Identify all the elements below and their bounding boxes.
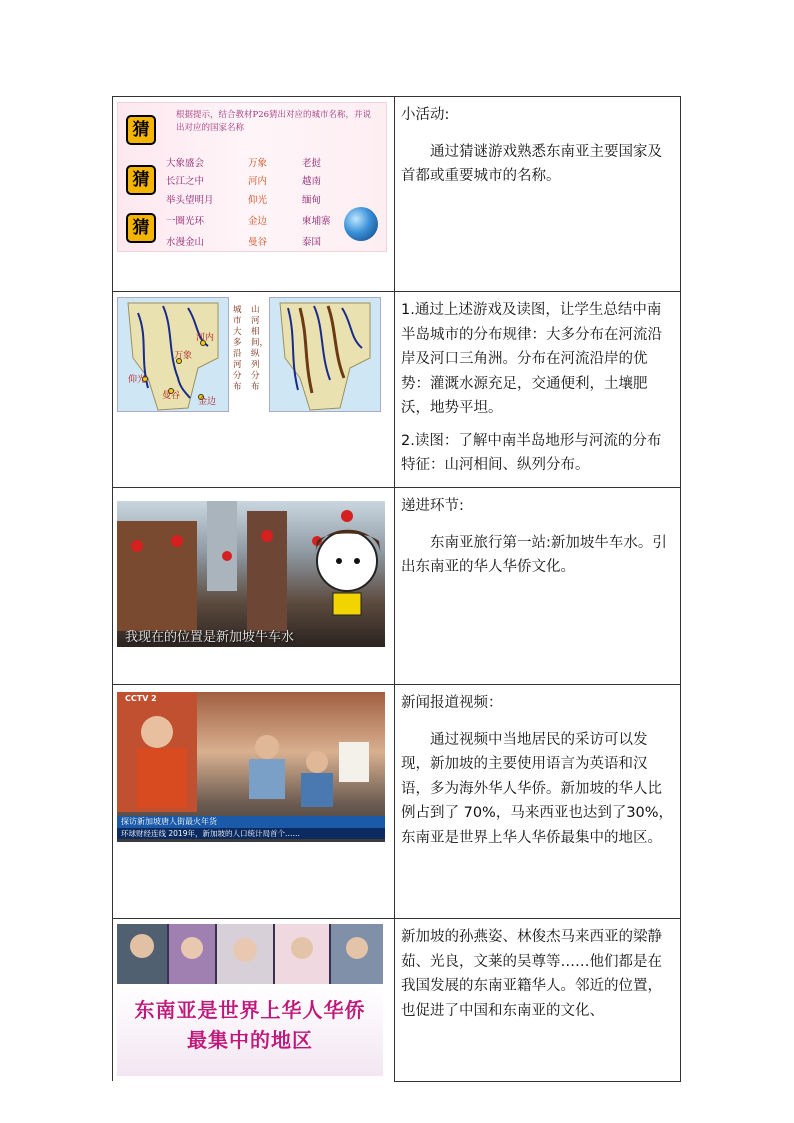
news-headline: 探访新加坡唐人街最火年货 [117, 816, 385, 828]
overseas-chinese-banner [117, 924, 383, 1076]
map-caption-right: 山河相间，纵列分布 [251, 305, 269, 392]
news-ticker: 环球财经连线 2019年，新加坡的人口统计局首个…… [117, 828, 385, 839]
section-paragraph: 新加坡的孙燕姿、林俊杰马来西亚的梁静茹、光良，文莱的吴尊等……他们都是在我国发展的东南亚籍华人。邻近的位置，也促进了中国和东南亚的文化、 [400, 929, 662, 1019]
city-label: 仰光 [128, 375, 147, 385]
news-video-still [117, 692, 385, 842]
table-row [113, 919, 681, 1082]
city-distribution-map [117, 297, 229, 412]
guess-badge: 猜 [126, 115, 156, 145]
city-label: 万象 [174, 351, 193, 361]
section-paragraph: 通过视频中当地居民的采访可以发现，新加坡的主要使用语言为英语和汉语，多为海外华人华侨。新加坡的华人比例占到了 70%，马来西亚也达到了30%，东南亚是世界上华人华侨最集中的地区。 [400, 731, 674, 846]
peninsula-maps [117, 297, 381, 412]
lesson-table [112, 96, 681, 1082]
text-cell [394, 919, 680, 1082]
text-cell [394, 292, 680, 488]
channel-logo: CCTV 2 [125, 694, 157, 703]
slogan-line-1: 东南亚是世界上华人华侨 [134, 998, 366, 1022]
map-graphic [270, 298, 381, 412]
text-cell [394, 488, 680, 685]
section-heading: 新闻报道视频： [400, 695, 503, 711]
image-cell [113, 97, 395, 292]
city-label: 河内 [196, 333, 215, 343]
globe-icon [344, 207, 378, 241]
section-paragraph: 1.通过上述游戏及读图，让学生总结中南半岛城市的分布规律：大多分布在河流沿岸及河口三角洲。分布在河流沿岸的优势：灌溉水源充足，交通便利，土壤肥沃，地势平坦。 [400, 302, 662, 416]
text-cell [394, 97, 680, 292]
city-label: 金边 [198, 397, 217, 407]
riddle-instruction: 根据提示，结合教材P26猜出对应的城市名称，并说出对应的国家名称 [176, 110, 372, 133]
image-cell [113, 685, 395, 919]
table-row [113, 97, 681, 292]
photo-caption: 我现在的位置是新加坡牛车水 [125, 630, 295, 645]
section-heading: 小活动: [400, 107, 450, 123]
image-cell [113, 488, 395, 685]
chinatown-photo [117, 501, 385, 647]
city-label: 曼谷 [162, 391, 181, 401]
terrain-river-map [269, 297, 381, 412]
table-row [113, 292, 681, 488]
slogan-line-2: 最集中的地区 [187, 1028, 313, 1052]
image-cell [113, 919, 395, 1082]
image-cell [113, 292, 395, 488]
singers-collage [117, 924, 383, 984]
table-row [113, 488, 681, 685]
riddle-slide: 根据提示，结合教材P26猜出对应的城市名称，并说出对应的国家名称 猜 猜 猜 大象盛会 万象 老挝 长江之中 河内 越南 举头望明月 仰光 缅甸 一圈光环 金边 柬埔寨 水漫金山 曼谷 泰国 [117, 102, 387, 252]
map-caption-left: 城市大多沿河分布 [233, 305, 242, 392]
section-heading: 递进环节: [400, 498, 464, 514]
guess-badge: 猜 [126, 165, 156, 195]
section-paragraph: 2.读图：了解中南半岛地形与河流的分布特征：山河相间、纵列分布。 [400, 432, 662, 473]
guess-badge: 猜 [126, 213, 156, 243]
table-row [113, 685, 681, 919]
text-cell [394, 685, 680, 919]
section-paragraph: 东南亚旅行第一站:新加坡牛车水。引出东南亚的华人华侨文化。 [400, 534, 667, 575]
section-paragraph: 通过猜谜游戏熟悉东南亚主要国家及首都或重要城市的名称。 [400, 143, 662, 184]
